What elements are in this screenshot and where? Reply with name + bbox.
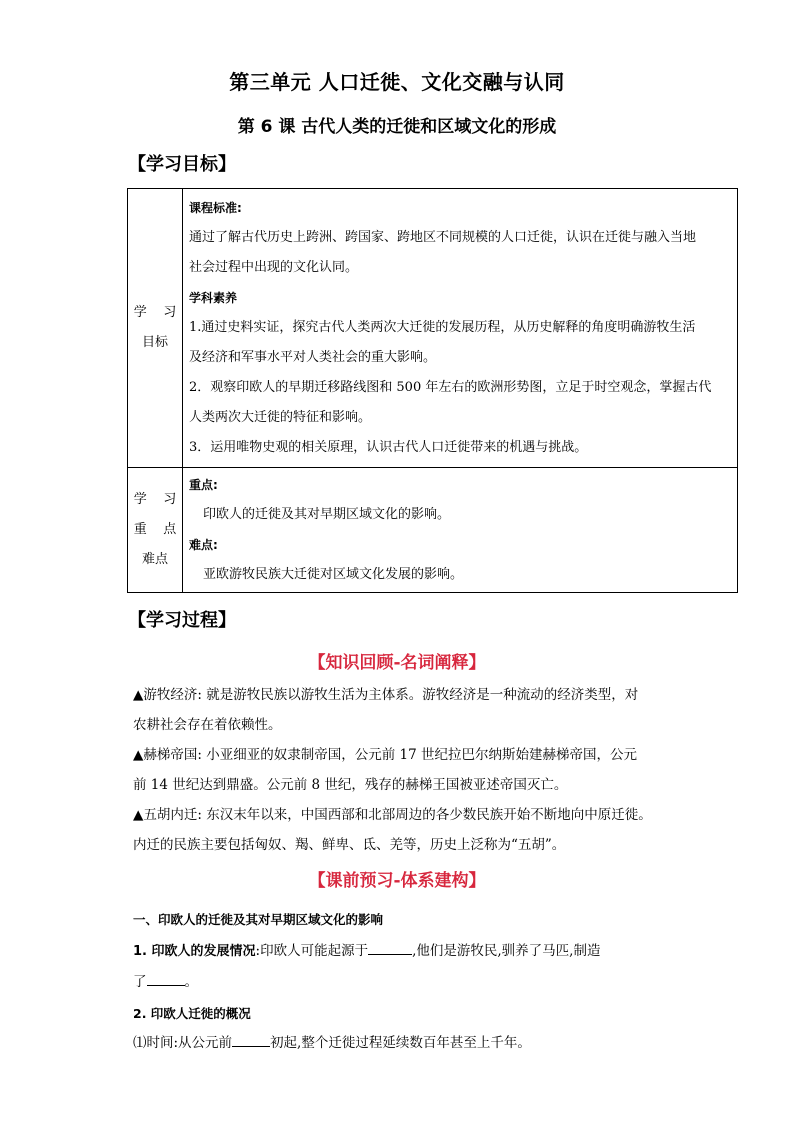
goals-label-b: 目标 [141,335,168,350]
curriculum-standard-text-1: 通过了解古代历史上跨洲、跨国家、跨地区不同规模的人口迁徙，认识在迁徙与融入当地 [189,230,697,245]
q1-line-1 [133,936,673,967]
review-item-3a: ▲五胡内迁: 东汉末年以来，中国西部和北部周边的各少数民族开始不断地向中原迁徙。 [133,807,652,823]
review-heading: 【知识回顾-名词阐释】 [308,653,486,673]
q2-item1-b: 初起,整个迁徙过程延续数百年甚至上千年。 [270,1035,531,1051]
key-label-a: 学 习 [133,492,177,507]
q1-text-a: :印欧人可能起源于 [255,943,369,959]
q1-line-2 [133,967,673,997]
preview-q1 [133,936,673,997]
unit-title: 第三单元 人口迁徙、文化交融与认同 [229,70,565,94]
goals-heading: 【学习目标】 [128,154,236,175]
key-points-row [128,468,738,593]
key-content [183,468,738,593]
q1-blank-1[interactable] [368,940,412,955]
key-label-b: 重 点 [133,522,177,537]
literacy-1b: 及经济和军事水平对人类社会的重大影响。 [189,350,437,365]
review-item-2a: ▲赫梯帝国: 小亚细亚的奴隶制帝国，公元前 17 世纪拉巴尔纳斯始建赫梯帝国，公元 [133,747,637,763]
review-item-2b: 前 14 世纪达到鼎盛。公元前 8 世纪，残存的赫梯王国被亚述帝国灭亡。 [133,777,568,793]
q1-blank-2[interactable] [147,971,185,986]
goals-row-label [128,189,183,468]
preview-q2-item-1 [133,1028,673,1058]
goals-table [127,188,738,593]
literacy-2a: 2．观察印欧人的早期迁移路线图和 500 年左右的欧洲形势图，立足于时空观念，掌握古代 [189,380,712,395]
q1-text-d: 。 [184,974,198,990]
literacy-1a: 1.通过史料实证，探究古代人类两次大迁徙的发展历程，从历史解释的角度明确游牧生活 [189,320,696,335]
goals-row [128,189,738,468]
curriculum-standard-text-2: 社会过程中出现的文化认同。 [189,260,359,275]
review-item-1a: ▲游牧经济: 就是游牧民族以游牧生活为主体系。游牧经济是一种流动的经济类型，对 [133,687,639,703]
review-item-1b: 农耕社会存在着依赖性。 [133,717,282,733]
preview-section-1: 一、印欧人的迁徙及其对早期区域文化的影响 [133,912,384,927]
q1-text-c: 了 [133,974,147,990]
q2-blank-1[interactable] [232,1032,270,1047]
key-text: 印欧人的迁徙及其对早期区域文化的影响。 [203,507,451,522]
lesson-title: 第 6 课 古代人类的迁徙和区域文化的形成 [237,117,557,137]
curriculum-standard-label: 课程标准: [189,201,242,215]
literacy-label: 学科素养 [189,291,238,305]
review-list [133,680,673,860]
q2-item1-a: ⑴时间:从公元前 [133,1035,233,1051]
difficult-text: 亚欧游牧民族大迁徙对区域文化发展的影响。 [203,567,464,582]
difficult-label: 难点: [189,538,218,552]
preview-heading: 【课前预习-体系建构】 [308,871,486,891]
literacy-3: 3．运用唯物史观的相关原理，认识古代人口迁徙带来的机遇与挑战。 [189,440,588,455]
literacy-2b: 人类两次大迁徙的特征和影响。 [189,410,372,425]
goals-label-a: 学 习 [133,305,177,320]
preview-q2-label: 2. 印欧人迁徙的概况 [133,1006,251,1021]
key-row-label [128,468,183,593]
process-heading: 【学习过程】 [128,610,236,631]
review-item-3b: 内迁的民族主要包括匈奴、羯、鲜卑、氐、羌等，历史上泛称为“五胡”。 [133,837,566,853]
key-label: 重点: [189,478,218,492]
q1-text-b: ,他们是游牧民,驯养了马匹,制造 [412,943,601,959]
key-label-c: 难点 [141,552,168,567]
q1-label: 1. 印欧人的发展情况 [133,944,256,959]
goals-content [183,189,738,468]
